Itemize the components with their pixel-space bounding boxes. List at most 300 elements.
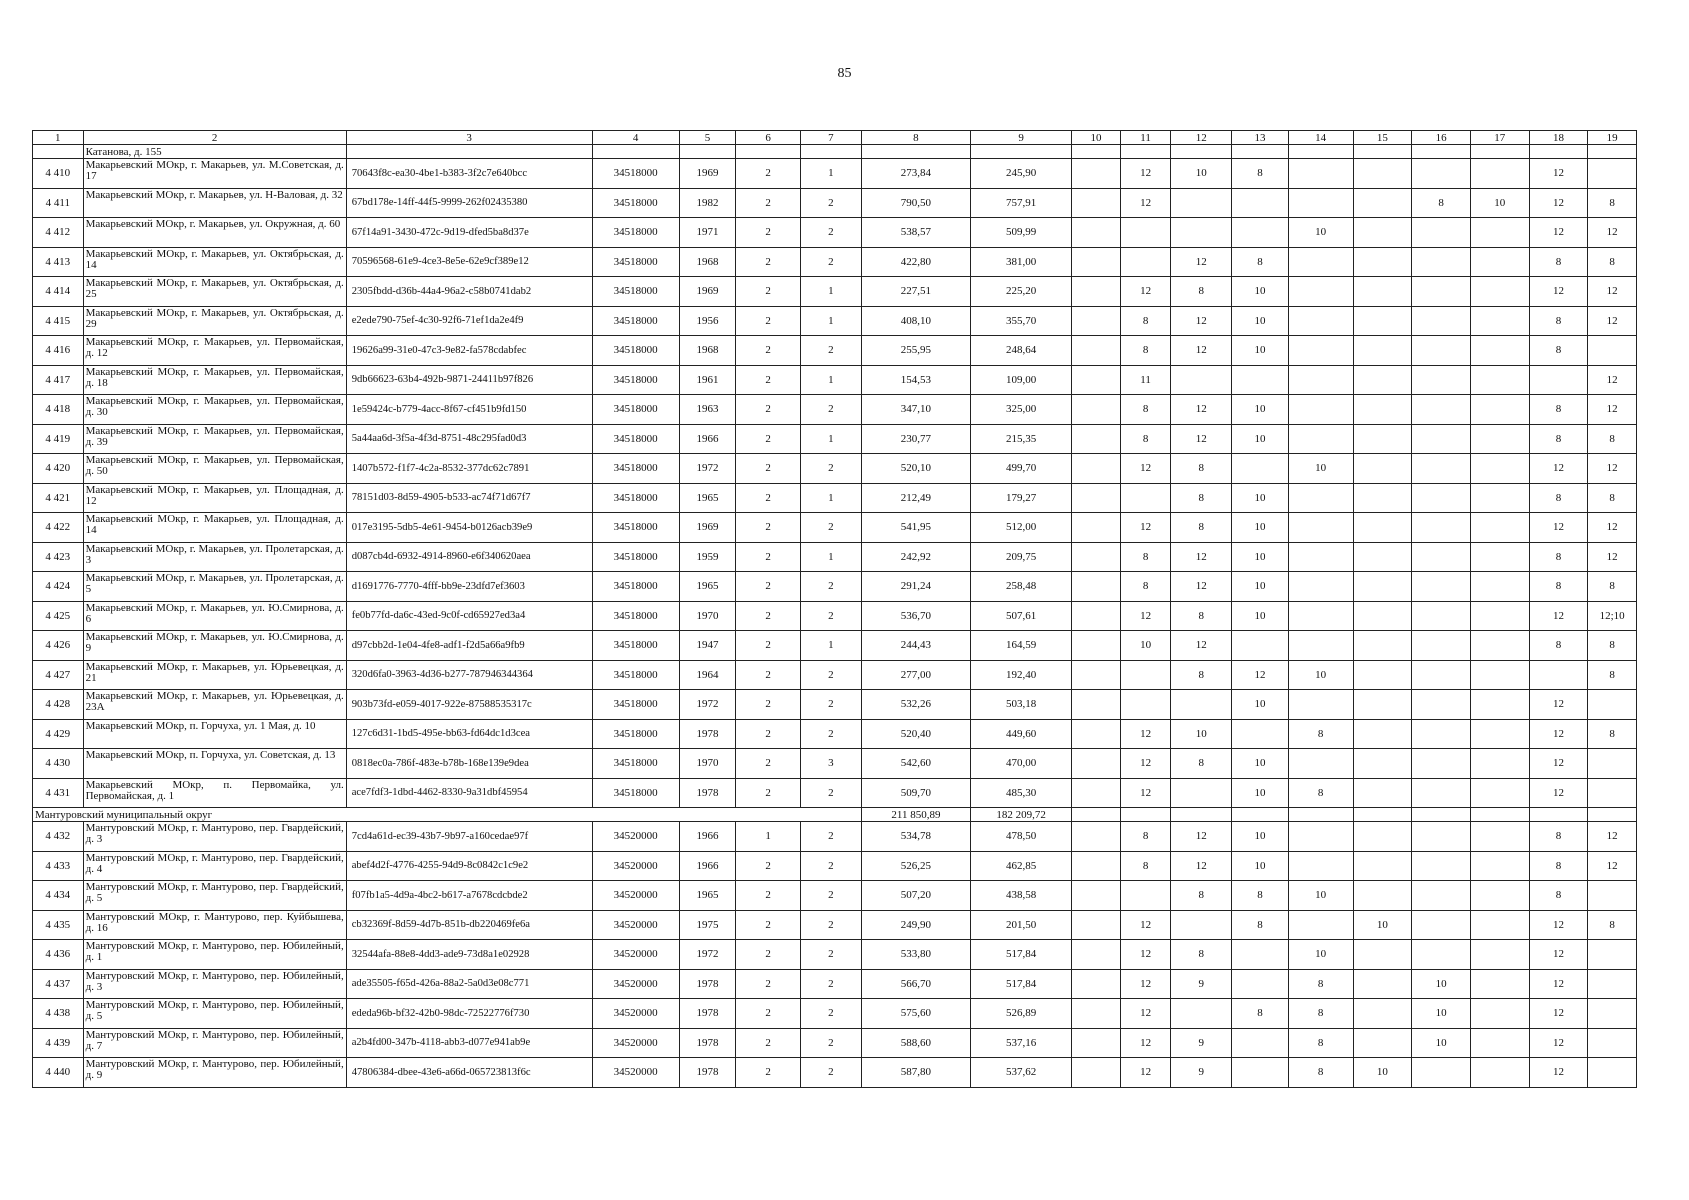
residential-area-cell: 438,58 bbox=[971, 881, 1072, 911]
col13-cell bbox=[1232, 218, 1289, 248]
col10-cell bbox=[1072, 395, 1121, 425]
continuation-row bbox=[33, 145, 1637, 159]
column-header: 5 bbox=[679, 131, 736, 145]
floors-cell: 2 bbox=[736, 631, 801, 661]
col17-cell bbox=[1470, 601, 1529, 631]
col13-cell bbox=[1232, 808, 1289, 822]
address-cell: Макарьевский МОкр, г. Макарьев, ул. Первомайская, д. 50 bbox=[83, 454, 346, 484]
col14-cell bbox=[1288, 822, 1353, 852]
col14-cell: 10 bbox=[1288, 660, 1353, 690]
column-header: 8 bbox=[861, 131, 970, 145]
col13-cell bbox=[1232, 969, 1289, 999]
col11-cell: 12 bbox=[1120, 940, 1171, 970]
col16-cell bbox=[1412, 808, 1471, 822]
col14-cell bbox=[1288, 277, 1353, 307]
floors-cell: 2 bbox=[736, 1058, 801, 1088]
col19-cell bbox=[1588, 749, 1637, 779]
entrances-cell: 1 bbox=[801, 631, 862, 661]
col11-cell: 12 bbox=[1120, 910, 1171, 940]
col17-cell bbox=[1470, 395, 1529, 425]
col11-cell: 11 bbox=[1120, 365, 1171, 395]
col12-cell bbox=[1171, 690, 1232, 720]
col18-cell bbox=[1529, 365, 1588, 395]
address-cell: Мантуровский МОкр, г. Мантурово, пер. Гвардейский, д. 5 bbox=[83, 881, 346, 911]
col15-cell: 10 bbox=[1353, 910, 1412, 940]
col15-cell bbox=[1353, 660, 1412, 690]
col14-cell bbox=[1288, 851, 1353, 881]
col18-cell: 12 bbox=[1529, 910, 1588, 940]
address-cell: Макарьевский МОкр, г. Макарьев, ул. Октябрьская, д. 29 bbox=[83, 306, 346, 336]
floors-cell: 2 bbox=[736, 513, 801, 543]
col11-cell: 8 bbox=[1120, 395, 1171, 425]
total-area-cell: 242,92 bbox=[861, 542, 970, 572]
floors-cell: 2 bbox=[736, 660, 801, 690]
col19-cell: 8 bbox=[1588, 188, 1637, 218]
col10-cell bbox=[1072, 306, 1121, 336]
col11-cell: 8 bbox=[1120, 306, 1171, 336]
table-row bbox=[33, 277, 1637, 307]
oktmo-cell: 34518000 bbox=[592, 159, 679, 189]
oktmo-cell: 34520000 bbox=[592, 881, 679, 911]
house-id-cell: 67f14a91-3430-472c-9d19-dfed5ba8d37e bbox=[346, 218, 592, 248]
col18-cell: 8 bbox=[1529, 306, 1588, 336]
col19-cell bbox=[1588, 1058, 1637, 1088]
col11-cell: 8 bbox=[1120, 542, 1171, 572]
col10-cell bbox=[1072, 336, 1121, 366]
col12-cell: 9 bbox=[1171, 1058, 1232, 1088]
year-cell: 1968 bbox=[679, 336, 736, 366]
col19-cell: 12 bbox=[1588, 277, 1637, 307]
oktmo-cell: 34518000 bbox=[592, 306, 679, 336]
section-title: Мантуровский муниципальный округ bbox=[33, 808, 862, 822]
col10-cell bbox=[1072, 999, 1121, 1029]
year-cell: 1965 bbox=[679, 483, 736, 513]
col18-cell: 12 bbox=[1529, 940, 1588, 970]
entrances-cell bbox=[801, 145, 862, 159]
house-id-cell: 0818ec0a-786f-483e-b78b-168e139e9dea bbox=[346, 749, 592, 779]
col14-cell: 8 bbox=[1288, 1058, 1353, 1088]
total-area-cell: 520,10 bbox=[861, 454, 970, 484]
entrances-cell: 2 bbox=[801, 969, 862, 999]
col19-cell bbox=[1588, 145, 1637, 159]
residential-area-cell bbox=[971, 145, 1072, 159]
row-number-cell: 4 438 bbox=[33, 999, 84, 1029]
address-cell: Макарьевский МОкр, г. Макарьев, ул. Октябрьская, д. 25 bbox=[83, 277, 346, 307]
floors-cell: 2 bbox=[736, 483, 801, 513]
col16-cell bbox=[1412, 631, 1471, 661]
column-header: 12 bbox=[1171, 131, 1232, 145]
total-area-cell: 273,84 bbox=[861, 159, 970, 189]
col13-cell: 10 bbox=[1232, 513, 1289, 543]
col10-cell bbox=[1072, 513, 1121, 543]
floors-cell bbox=[736, 145, 801, 159]
col18-cell: 8 bbox=[1529, 631, 1588, 661]
col12-cell bbox=[1171, 365, 1232, 395]
col10-cell bbox=[1072, 601, 1121, 631]
table-row bbox=[33, 483, 1637, 513]
col18-cell: 8 bbox=[1529, 424, 1588, 454]
house-id-cell: 78151d03-8d59-4905-b533-ac74f71d67f7 bbox=[346, 483, 592, 513]
col11-cell: 8 bbox=[1120, 851, 1171, 881]
col16-cell: 10 bbox=[1412, 969, 1471, 999]
col13-cell bbox=[1232, 365, 1289, 395]
col11-cell: 12 bbox=[1120, 969, 1171, 999]
residential-area-cell: 201,50 bbox=[971, 910, 1072, 940]
col15-cell bbox=[1353, 395, 1412, 425]
year-cell: 1978 bbox=[679, 778, 736, 808]
col11-cell: 12 bbox=[1120, 719, 1171, 749]
oktmo-cell: 34518000 bbox=[592, 365, 679, 395]
year-cell: 1978 bbox=[679, 1058, 736, 1088]
entrances-cell: 2 bbox=[801, 1058, 862, 1088]
entrances-cell: 2 bbox=[801, 572, 862, 602]
table-row bbox=[33, 395, 1637, 425]
col14-cell: 10 bbox=[1288, 940, 1353, 970]
col17-cell bbox=[1470, 778, 1529, 808]
col16-cell: 10 bbox=[1412, 999, 1471, 1029]
residential-area-cell: 462,85 bbox=[971, 851, 1072, 881]
address-cell: Катанова, д. 155 bbox=[83, 145, 346, 159]
col10-cell bbox=[1072, 1058, 1121, 1088]
table-row bbox=[33, 940, 1637, 970]
address-cell: Макарьевский МОкр, г. Макарьев, ул. Первомайская, д. 18 bbox=[83, 365, 346, 395]
address-cell: Макарьевский МОкр, г. Макарьев, ул. Первомайская, д. 39 bbox=[83, 424, 346, 454]
col10-cell bbox=[1072, 145, 1121, 159]
row-number-cell bbox=[33, 145, 84, 159]
table-row bbox=[33, 1028, 1637, 1058]
floors-cell: 2 bbox=[736, 969, 801, 999]
col11-cell: 12 bbox=[1120, 513, 1171, 543]
row-number-cell: 4 425 bbox=[33, 601, 84, 631]
col16-cell bbox=[1412, 247, 1471, 277]
col19-cell: 12 bbox=[1588, 218, 1637, 248]
col11-cell bbox=[1120, 145, 1171, 159]
entrances-cell: 2 bbox=[801, 336, 862, 366]
column-header: 2 bbox=[83, 131, 346, 145]
residential-area-cell: 225,20 bbox=[971, 277, 1072, 307]
table-row bbox=[33, 188, 1637, 218]
col17-cell: 10 bbox=[1470, 188, 1529, 218]
col16-cell bbox=[1412, 542, 1471, 572]
col12-cell: 8 bbox=[1171, 601, 1232, 631]
residential-area-cell: 512,00 bbox=[971, 513, 1072, 543]
house-id-cell: 9db66623-63b4-492b-9871-24411b97f826 bbox=[346, 365, 592, 395]
year-cell: 1975 bbox=[679, 910, 736, 940]
col13-cell bbox=[1232, 188, 1289, 218]
col14-cell bbox=[1288, 424, 1353, 454]
year-cell: 1956 bbox=[679, 306, 736, 336]
col11-cell: 12 bbox=[1120, 159, 1171, 189]
col10-cell bbox=[1072, 969, 1121, 999]
floors-cell: 2 bbox=[736, 881, 801, 911]
row-number-cell: 4 412 bbox=[33, 218, 84, 248]
col19-cell: 8 bbox=[1588, 572, 1637, 602]
house-id-cell: 127c6d31-1bd5-495e-bb63-fd64dc1d3cea bbox=[346, 719, 592, 749]
col15-cell bbox=[1353, 940, 1412, 970]
col12-cell: 8 bbox=[1171, 513, 1232, 543]
col11-cell: 12 bbox=[1120, 188, 1171, 218]
col13-cell: 10 bbox=[1232, 395, 1289, 425]
entrances-cell: 2 bbox=[801, 940, 862, 970]
table-row bbox=[33, 572, 1637, 602]
col17-cell bbox=[1470, 159, 1529, 189]
house-id-cell: 320d6fa0-3963-4d36-b277-787946344364 bbox=[346, 660, 592, 690]
col14-cell bbox=[1288, 395, 1353, 425]
col10-cell bbox=[1072, 572, 1121, 602]
entrances-cell: 1 bbox=[801, 365, 862, 395]
column-header: 7 bbox=[801, 131, 862, 145]
col11-cell: 10 bbox=[1120, 631, 1171, 661]
row-number-cell: 4 419 bbox=[33, 424, 84, 454]
col19-cell: 12 bbox=[1588, 542, 1637, 572]
row-number-cell: 4 440 bbox=[33, 1058, 84, 1088]
col13-cell: 10 bbox=[1232, 306, 1289, 336]
col18-cell: 8 bbox=[1529, 247, 1588, 277]
floors-cell: 2 bbox=[736, 690, 801, 720]
col18-cell: 12 bbox=[1529, 277, 1588, 307]
oktmo-cell: 34518000 bbox=[592, 631, 679, 661]
column-header: 14 bbox=[1288, 131, 1353, 145]
col15-cell bbox=[1353, 247, 1412, 277]
col16-cell bbox=[1412, 306, 1471, 336]
row-number-cell: 4 424 bbox=[33, 572, 84, 602]
col19-cell: 12 bbox=[1588, 513, 1637, 543]
total-area-cell: 277,00 bbox=[861, 660, 970, 690]
residential-area-cell: 248,64 bbox=[971, 336, 1072, 366]
col16-cell: 10 bbox=[1412, 1028, 1471, 1058]
col17-cell bbox=[1470, 277, 1529, 307]
col11-cell: 12 bbox=[1120, 601, 1171, 631]
total-area-cell: 154,53 bbox=[861, 365, 970, 395]
floors-cell: 2 bbox=[736, 542, 801, 572]
house-id-cell: d1691776-7770-4fff-bb9e-23dfd7ef3603 bbox=[346, 572, 592, 602]
col19-cell: 8 bbox=[1588, 910, 1637, 940]
house-id-cell: 2305fbdd-d36b-44a4-96a2-c58b0741dab2 bbox=[346, 277, 592, 307]
entrances-cell: 2 bbox=[801, 660, 862, 690]
col17-cell bbox=[1470, 424, 1529, 454]
year-cell: 1969 bbox=[679, 277, 736, 307]
col17-cell bbox=[1470, 218, 1529, 248]
col10-cell bbox=[1072, 749, 1121, 779]
col18-cell: 12 bbox=[1529, 690, 1588, 720]
col15-cell bbox=[1353, 631, 1412, 661]
col13-cell bbox=[1232, 940, 1289, 970]
house-id-cell: ededa96b-bf32-42b0-98dc-72522776f730 bbox=[346, 999, 592, 1029]
table-row bbox=[33, 306, 1637, 336]
col17-cell bbox=[1470, 365, 1529, 395]
total-area-cell: 212,49 bbox=[861, 483, 970, 513]
col10-cell bbox=[1072, 365, 1121, 395]
year-cell: 1959 bbox=[679, 542, 736, 572]
total-area-cell: 790,50 bbox=[861, 188, 970, 218]
col13-cell: 8 bbox=[1232, 881, 1289, 911]
residential-area-cell: 355,70 bbox=[971, 306, 1072, 336]
residential-area-cell: 507,61 bbox=[971, 601, 1072, 631]
col12-cell: 9 bbox=[1171, 1028, 1232, 1058]
oktmo-cell: 34518000 bbox=[592, 336, 679, 366]
col19-cell bbox=[1588, 808, 1637, 822]
col15-cell bbox=[1353, 572, 1412, 602]
total-area-cell: 227,51 bbox=[861, 277, 970, 307]
col14-cell: 8 bbox=[1288, 999, 1353, 1029]
col18-cell: 8 bbox=[1529, 483, 1588, 513]
col12-cell bbox=[1171, 218, 1232, 248]
col10-cell bbox=[1072, 424, 1121, 454]
column-header: 13 bbox=[1232, 131, 1289, 145]
col12-cell bbox=[1171, 910, 1232, 940]
col12-cell: 12 bbox=[1171, 424, 1232, 454]
col12-cell bbox=[1171, 188, 1232, 218]
col10-cell bbox=[1072, 218, 1121, 248]
col14-cell bbox=[1288, 910, 1353, 940]
col16-cell bbox=[1412, 749, 1471, 779]
floors-cell: 2 bbox=[736, 719, 801, 749]
col11-cell bbox=[1120, 881, 1171, 911]
col17-cell bbox=[1470, 719, 1529, 749]
table-row bbox=[33, 778, 1637, 808]
section-residential-area: 182 209,72 bbox=[971, 808, 1072, 822]
entrances-cell: 2 bbox=[801, 690, 862, 720]
table-row bbox=[33, 247, 1637, 277]
col18-cell: 12 bbox=[1529, 999, 1588, 1029]
residential-area-cell: 381,00 bbox=[971, 247, 1072, 277]
col19-cell: 12 bbox=[1588, 822, 1637, 852]
entrances-cell: 2 bbox=[801, 601, 862, 631]
residential-area-cell: 209,75 bbox=[971, 542, 1072, 572]
address-cell: Макарьевский МОкр, г. Макарьев, ул. Окружная, д. 60 bbox=[83, 218, 346, 248]
col19-cell bbox=[1588, 969, 1637, 999]
col16-cell bbox=[1412, 483, 1471, 513]
oktmo-cell: 34520000 bbox=[592, 1058, 679, 1088]
col17-cell bbox=[1470, 910, 1529, 940]
col19-cell: 8 bbox=[1588, 631, 1637, 661]
table-row bbox=[33, 218, 1637, 248]
table-row bbox=[33, 631, 1637, 661]
col14-cell: 8 bbox=[1288, 719, 1353, 749]
oktmo-cell: 34518000 bbox=[592, 513, 679, 543]
col12-cell: 8 bbox=[1171, 454, 1232, 484]
year-cell: 1965 bbox=[679, 572, 736, 602]
col13-cell bbox=[1232, 1058, 1289, 1088]
address-cell: Мантуровский МОкр, г. Мантурово, пер. Юбилейный, д. 5 bbox=[83, 999, 346, 1029]
address-cell: Мантуровский МОкр, г. Мантурово, пер. Гвардейский, д. 4 bbox=[83, 851, 346, 881]
col13-cell: 10 bbox=[1232, 778, 1289, 808]
row-number-cell: 4 429 bbox=[33, 719, 84, 749]
col10-cell bbox=[1072, 454, 1121, 484]
row-number-cell: 4 421 bbox=[33, 483, 84, 513]
table-row bbox=[33, 513, 1637, 543]
house-id-cell: 70643f8c-ea30-4be1-b383-3f2c7e640bcc bbox=[346, 159, 592, 189]
oktmo-cell: 34520000 bbox=[592, 851, 679, 881]
col13-cell bbox=[1232, 1028, 1289, 1058]
col16-cell bbox=[1412, 424, 1471, 454]
col10-cell bbox=[1072, 277, 1121, 307]
col12-cell: 12 bbox=[1171, 542, 1232, 572]
col16-cell: 8 bbox=[1412, 188, 1471, 218]
column-header: 9 bbox=[971, 131, 1072, 145]
col16-cell bbox=[1412, 145, 1471, 159]
col16-cell bbox=[1412, 940, 1471, 970]
row-number-cell: 4 433 bbox=[33, 851, 84, 881]
col15-cell bbox=[1353, 999, 1412, 1029]
table-row bbox=[33, 851, 1637, 881]
address-cell: Мантуровский МОкр, г. Мантурово, пер. Юбилейный, д. 3 bbox=[83, 969, 346, 999]
entrances-cell: 2 bbox=[801, 454, 862, 484]
col18-cell bbox=[1529, 808, 1588, 822]
floors-cell: 2 bbox=[736, 188, 801, 218]
house-id-cell: 5a44aa6d-3f5a-4f3d-8751-48c295fad0d3 bbox=[346, 424, 592, 454]
col16-cell bbox=[1412, 910, 1471, 940]
col17-cell bbox=[1470, 483, 1529, 513]
column-header: 18 bbox=[1529, 131, 1588, 145]
col13-cell bbox=[1232, 719, 1289, 749]
col15-cell bbox=[1353, 454, 1412, 484]
residential-area-cell: 215,35 bbox=[971, 424, 1072, 454]
residential-area-cell: 485,30 bbox=[971, 778, 1072, 808]
row-number-cell: 4 418 bbox=[33, 395, 84, 425]
entrances-cell: 1 bbox=[801, 277, 862, 307]
oktmo-cell: 34518000 bbox=[592, 660, 679, 690]
oktmo-cell: 34520000 bbox=[592, 1028, 679, 1058]
column-header: 4 bbox=[592, 131, 679, 145]
total-area-cell: 575,60 bbox=[861, 999, 970, 1029]
col17-cell bbox=[1470, 749, 1529, 779]
col12-cell: 8 bbox=[1171, 277, 1232, 307]
oktmo-cell: 34518000 bbox=[592, 778, 679, 808]
col11-cell: 12 bbox=[1120, 749, 1171, 779]
floors-cell: 2 bbox=[736, 365, 801, 395]
col14-cell bbox=[1288, 631, 1353, 661]
table-row bbox=[33, 542, 1637, 572]
col19-cell bbox=[1588, 940, 1637, 970]
col17-cell bbox=[1470, 572, 1529, 602]
oktmo-cell: 34518000 bbox=[592, 424, 679, 454]
house-id-cell: 32544afa-88e8-4dd3-ade9-73d8a1e02928 bbox=[346, 940, 592, 970]
table-row bbox=[33, 999, 1637, 1029]
col13-cell bbox=[1232, 631, 1289, 661]
house-id-cell: cb32369f-8d59-4d7b-851b-db220469fe6a bbox=[346, 910, 592, 940]
col16-cell bbox=[1412, 365, 1471, 395]
col14-cell bbox=[1288, 159, 1353, 189]
col10-cell bbox=[1072, 159, 1121, 189]
total-area-cell: 588,60 bbox=[861, 1028, 970, 1058]
col12-cell: 10 bbox=[1171, 719, 1232, 749]
total-area-cell: 509,70 bbox=[861, 778, 970, 808]
floors-cell: 2 bbox=[736, 999, 801, 1029]
col19-cell bbox=[1588, 999, 1637, 1029]
col12-cell: 8 bbox=[1171, 940, 1232, 970]
col15-cell bbox=[1353, 601, 1412, 631]
total-area-cell: 533,80 bbox=[861, 940, 970, 970]
table-group-makarev bbox=[33, 159, 1637, 808]
table-group-manturovo bbox=[33, 822, 1637, 1088]
col11-cell: 12 bbox=[1120, 1058, 1171, 1088]
col17-cell bbox=[1470, 851, 1529, 881]
col18-cell: 12 bbox=[1529, 969, 1588, 999]
col11-cell: 8 bbox=[1120, 822, 1171, 852]
row-number-cell: 4 423 bbox=[33, 542, 84, 572]
table-row bbox=[33, 601, 1637, 631]
residential-area-cell: 325,00 bbox=[971, 395, 1072, 425]
col17-cell bbox=[1470, 690, 1529, 720]
table-row bbox=[33, 159, 1637, 189]
total-area-cell: 566,70 bbox=[861, 969, 970, 999]
col15-cell bbox=[1353, 188, 1412, 218]
col18-cell: 12 bbox=[1529, 454, 1588, 484]
residential-area-cell: 537,62 bbox=[971, 1058, 1072, 1088]
residential-area-cell: 109,00 bbox=[971, 365, 1072, 395]
col16-cell bbox=[1412, 513, 1471, 543]
